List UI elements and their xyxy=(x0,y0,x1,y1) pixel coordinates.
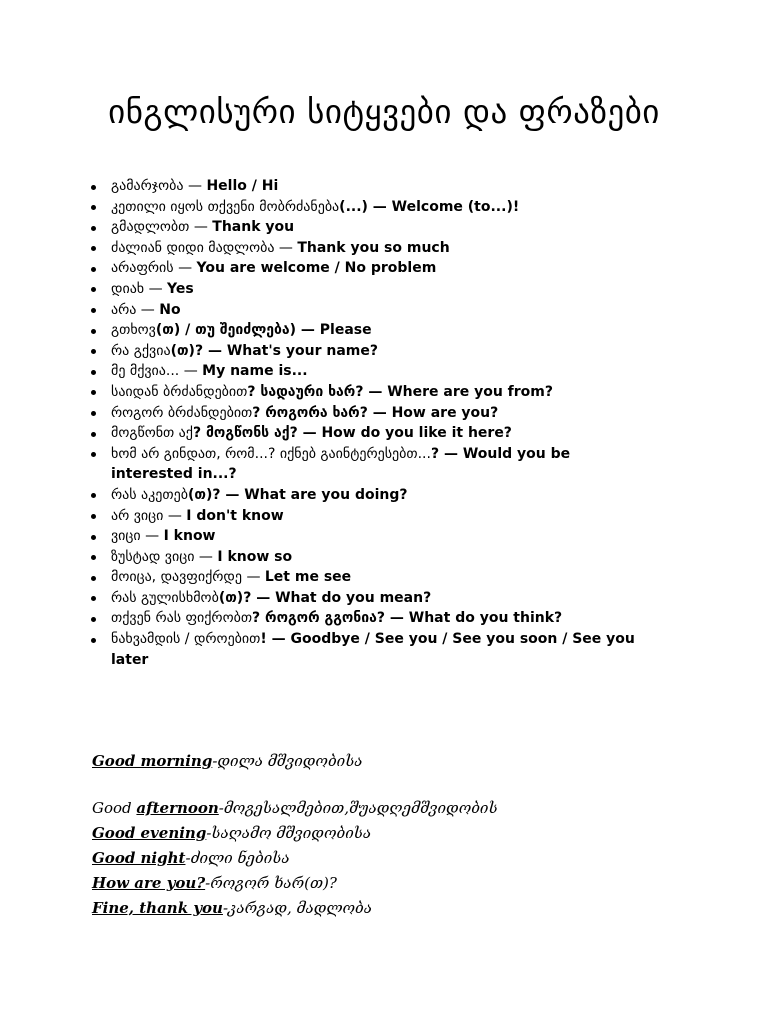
greeting-line xyxy=(92,752,363,770)
phrase-georgian: რას აკეთებ xyxy=(111,486,188,503)
phrase-georgian: მე მქვია... — xyxy=(111,363,203,380)
greeting-english: Good evening xyxy=(92,824,207,842)
greeting-georgian: -საღამო მშვიდობისა xyxy=(206,824,372,842)
phrase-georgian: ნახვამდის / დროებით xyxy=(111,631,261,648)
phrase-english: Hello / Hi xyxy=(206,178,279,194)
phrase-georgian: გამარჯობა — xyxy=(111,178,207,194)
greeting-line xyxy=(92,824,371,842)
phrase-georgian: დიახ — xyxy=(111,280,168,297)
phrase-english: ! — Goodbye / See you / See you soon / See you later xyxy=(111,631,635,668)
list-item xyxy=(90,547,650,568)
list-item xyxy=(90,238,650,259)
phrase-georgian: გთხოვ xyxy=(111,322,156,339)
list-item xyxy=(90,444,650,485)
phrase-georgian: არაფრის — xyxy=(111,260,197,277)
phrase-english: (თ)? — What are you doing? xyxy=(187,486,408,503)
phrase-list xyxy=(90,176,650,670)
phrase-georgian: საიდან ბრძანდებით xyxy=(111,383,248,400)
phrase-english: No xyxy=(159,301,181,318)
list-item xyxy=(90,403,650,424)
phrase-georgian: მოგწონთ აქ xyxy=(111,425,193,442)
phrase-english: ? როგორა ხარ? — How are you? xyxy=(252,404,499,421)
phrase-georgian: რა გქვია xyxy=(111,342,171,359)
phrase-english: ? როგორ გგონია? — What do you think? xyxy=(252,610,563,627)
greeting-line xyxy=(92,899,372,917)
phrase-georgian: ხომ არ გინდათ, რომ...? იქნებ გაინტერესებთ... xyxy=(111,445,431,462)
phrase-georgian: არა — xyxy=(111,301,160,318)
greeting-english: Good night xyxy=(92,849,186,867)
phrase-georgian: ზუსტად ვიცი — xyxy=(111,548,218,565)
phrase-english: Thank you so much xyxy=(297,239,450,256)
phrase-georgian: ვიცი — xyxy=(111,528,164,545)
list-item xyxy=(90,361,650,382)
list-item xyxy=(90,506,650,527)
greeting-georgian: -ძილი ნებისა xyxy=(185,849,290,867)
phrase-english: I know so xyxy=(217,548,293,565)
list-item xyxy=(90,300,650,321)
greeting-english: Good morning xyxy=(92,752,213,770)
greeting-georgian: -კარგად, მადლობა xyxy=(222,899,373,917)
list-item xyxy=(90,629,650,670)
list-item xyxy=(90,423,650,444)
phrase-english: ? მოგწონს აქ? — How do you like it here? xyxy=(192,425,512,442)
list-item xyxy=(90,588,650,609)
list-item xyxy=(90,382,650,403)
greeting-georgian: -დილა მშვიდობისა xyxy=(212,752,363,770)
phrase-georgian: არ ვიცი — xyxy=(111,507,187,524)
greeting-english-prefix: Good xyxy=(92,799,137,817)
phrase-english: (...) — Welcome (to...)! xyxy=(339,198,520,215)
phrase-english: (თ) / თუ შეიძლება) — Please xyxy=(155,322,372,339)
phrase-english: I know xyxy=(163,528,216,545)
phrase-georgian: თქვენ რას ფიქრობთ xyxy=(111,610,253,627)
greeting-line xyxy=(92,874,337,892)
phrase-georgian: როგორ ბრძანდებით xyxy=(111,404,253,421)
greeting-georgian: -როგორ ხარ(თ)? xyxy=(205,874,337,892)
list-item xyxy=(90,485,650,506)
list-item xyxy=(90,258,650,279)
greeting-line xyxy=(92,799,498,817)
phrase-georgian: გმადლობთ — xyxy=(111,219,213,236)
phrase-english: ? — Would you be interested in...? xyxy=(111,445,571,483)
phrase-english: Thank you xyxy=(212,219,295,236)
list-item xyxy=(90,320,650,341)
phrase-georgian: რას გულისხმობ xyxy=(111,589,219,606)
phrase-georgian: კეთილი იყოს თქვენი მობრძანება xyxy=(111,198,340,215)
list-item xyxy=(90,217,650,238)
phrase-georgian: ძალიან დიდი მადლობა — xyxy=(111,239,298,256)
phrase-english: Let me see xyxy=(264,569,352,586)
phrase-english: I don't know xyxy=(186,507,284,524)
list-item xyxy=(90,176,650,197)
list-item xyxy=(90,341,650,362)
greeting-english: afternoon xyxy=(136,799,219,817)
list-item xyxy=(90,567,650,588)
phrase-english: (თ)? — What do you mean? xyxy=(218,589,432,606)
phrase-english: Yes xyxy=(167,280,194,297)
greeting-english: How are you? xyxy=(92,874,206,892)
list-item xyxy=(90,279,650,300)
list-item xyxy=(90,526,650,547)
phrase-english: You are welcome / No problem xyxy=(196,260,437,277)
page-title: ინგლისური სიტყვები და ფრაზები xyxy=(108,92,660,131)
list-item xyxy=(90,608,650,629)
phrase-georgian: მოიცა, დავფიქრდე — xyxy=(111,569,265,586)
phrase-english: (თ)? — What's your name? xyxy=(170,342,378,359)
greeting-georgian: -მოგესალმებით,შუადღემშვიდობის xyxy=(218,799,498,817)
phrase-english: ? სადაური ხარ? — Where are you from? xyxy=(247,383,554,400)
list-item xyxy=(90,197,650,218)
greeting-line xyxy=(92,849,290,867)
greeting-english: Fine, thank you xyxy=(92,899,223,917)
phrase-english: My name is... xyxy=(202,363,308,380)
